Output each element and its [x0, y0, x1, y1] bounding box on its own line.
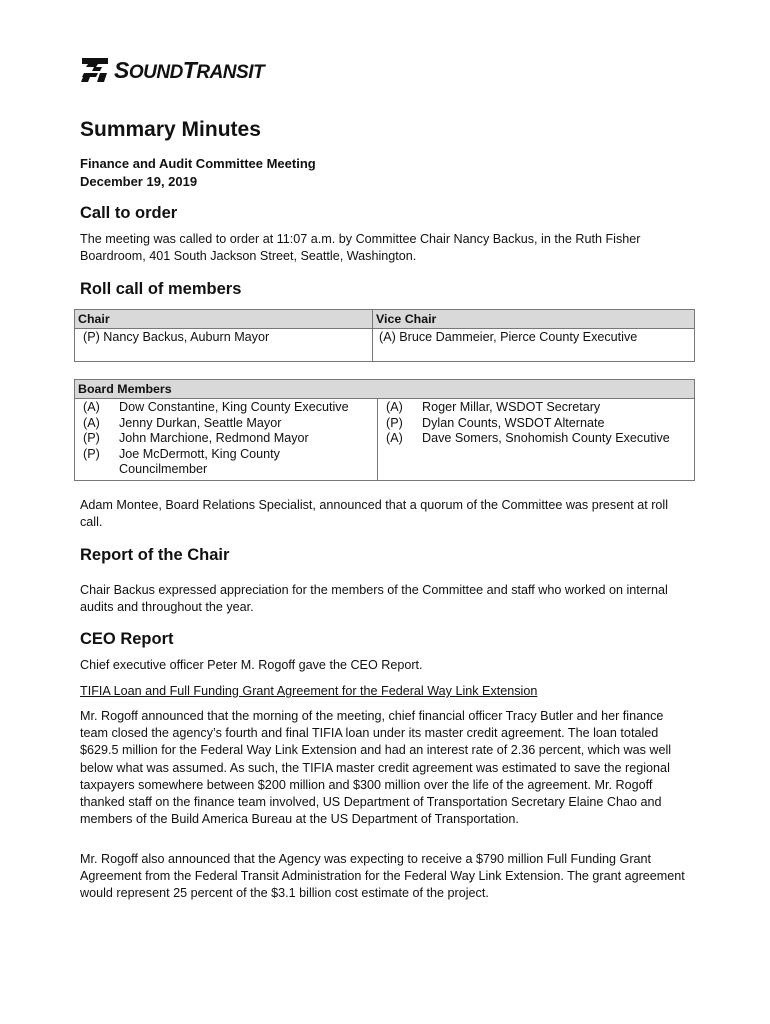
board-member: (A) Dow Constantine, King County Executive	[83, 400, 349, 414]
sound-transit-logo-icon	[80, 57, 110, 83]
board-members-left	[75, 399, 378, 481]
board-members-table	[74, 379, 695, 481]
chair-table	[74, 309, 695, 362]
page-title: Summary Minutes	[80, 118, 261, 141]
quorum-text: Adam Montee, Board Relations Specialist, announced that a quorum of the Committee was present at roll call.	[80, 498, 669, 530]
chair-header: Chair	[75, 310, 373, 329]
board-member: (A) Dave Somers, Snohomish County Executive	[386, 431, 670, 446]
report-of-chair-text: Chair Backus expressed appreciation for the members of the Committee and staff who worked on internal audits and throughout the year.	[80, 583, 668, 615]
call-to-order-heading: Call to order	[80, 204, 178, 222]
board-member: (P) Joe McDermott, King County Councilmember	[83, 446, 280, 477]
meeting-date: December 19, 2019	[80, 174, 198, 189]
sound-transit-logo	[80, 56, 264, 84]
ceo-report-paragraph-2: Mr. Rogoff also announced that the Agency was expecting to receive a $790 million Full Funding Grant Agreement from the Federal Transit Administration for the Federal Way Link Extension. The grant agreement would represent 25 percent of the $3.1 billion cost estimate of the project.	[80, 852, 685, 901]
ceo-report-intro: Chief executive officer Peter M. Rogoff gave the CEO Report.	[80, 658, 423, 672]
tifia-subheading: TIFIA Loan and Full Funding Grant Agreement for the Federal Way Link Extension	[80, 684, 538, 698]
meeting-name: Finance and Audit Committee Meeting	[80, 156, 316, 171]
board-member: (A) Jenny Durkan, Seattle Mayor	[83, 415, 282, 430]
report-of-chair-heading: Report of the Chair	[80, 546, 230, 564]
logo-wordmark: SOUNDTRANSIT	[114, 56, 265, 83]
chair-member: (P) Nancy Backus, Auburn Mayor	[75, 329, 373, 362]
ceo-report-paragraph-1: Mr. Rogoff announced that the morning of the meeting, chief financial officer Tracy Butler and her finance team closed the agency’s fourth and final TIFIA loan under its master credit agreement. The loan totaled $629.5 million for the Federal Way Link Extension and had an interest rate of 2.36 percent, which was well below what was assumed. As such, the TIFIA master credit agreement was estimated to save the regional taxpayers somewhere between $200 million and $300 million over the life of the agreement. Mr. Rogoff thanked staff on the finance team involved, US Department of Transportation Secretary Elaine Chao and members of the Build America Bureau at the US Department of Transportation.	[80, 709, 672, 827]
board-member: (P) Dylan Counts, WSDOT Alternate	[386, 415, 605, 430]
board-member: (A) Roger Millar, WSDOT Secretary	[386, 400, 601, 414]
roll-call-heading: Roll call of members	[80, 280, 242, 298]
board-members-right	[378, 399, 695, 481]
ceo-report-heading: CEO Report	[80, 630, 174, 648]
vice-chair-member: (A) Bruce Dammeier, Pierce County Executive	[373, 329, 695, 362]
board-members-header: Board Members	[75, 380, 695, 399]
call-to-order-text: The meeting was called to order at 11:07 a.m. by Committee Chair Nancy Backus, in the Ruth Fisher Boardroom, 401 South Jackson Street, Seattle, Washington.	[80, 232, 641, 264]
meeting-subtitle	[80, 155, 316, 191]
vice-chair-header: Vice Chair	[373, 310, 695, 329]
board-member: (P) John Marchione, Redmond Mayor	[83, 431, 309, 446]
